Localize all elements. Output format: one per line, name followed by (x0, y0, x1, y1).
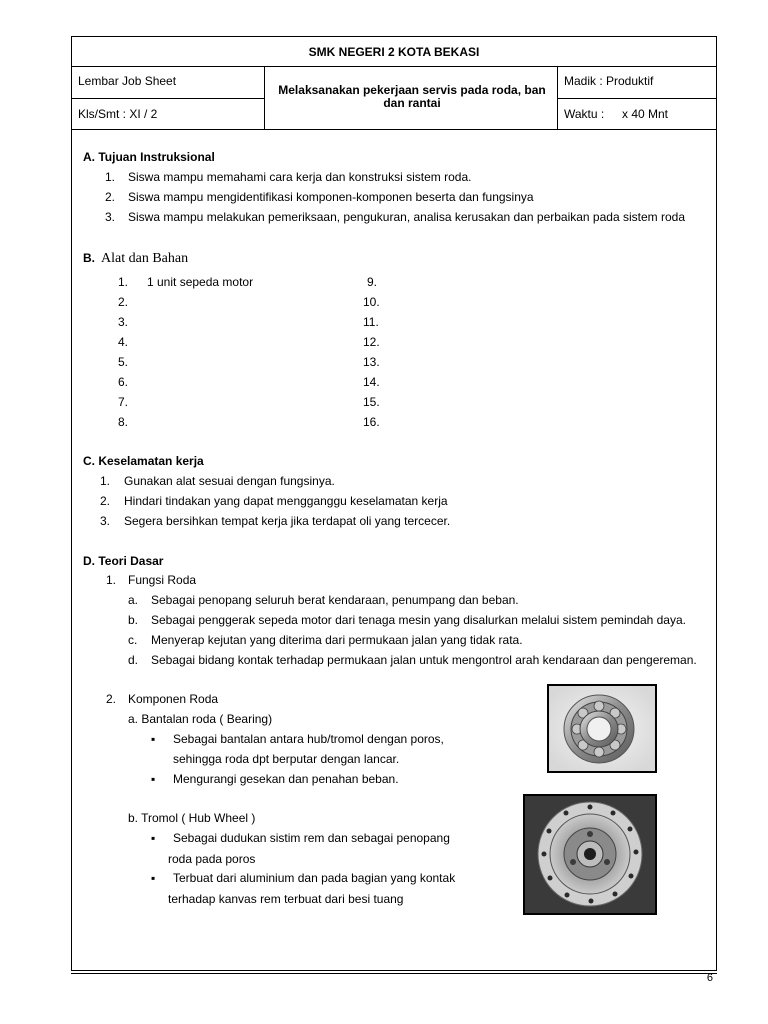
tool-item: 15. (363, 395, 380, 409)
header-hline-left (72, 98, 264, 99)
waktu-label: Waktu : (564, 107, 605, 121)
job-title: Melaksanakan pekerjaan servis pada roda, ban dan rantai (278, 83, 546, 110)
tool-item: 12. (363, 335, 380, 349)
tromol-line: Sebagai dudukan sistim rem dan sebagai penopang (173, 831, 450, 845)
tool-item: 13. (363, 355, 380, 369)
tool-item: 14. (363, 375, 380, 389)
tool-item: 9. (367, 275, 378, 289)
madik: Madik : Produktif (564, 74, 654, 88)
bearing-icon (549, 686, 655, 771)
hub-wheel-icon (525, 796, 655, 913)
bearing-line: Sebagai bantalan antara hub/tromol dengan poros, (173, 732, 444, 746)
list-item: b. Sebagai penggerak sepeda motor dari tenaga mesin yang disalurkan melalui sistem pemindah daya. (128, 613, 686, 627)
page-number: 6 (706, 972, 713, 984)
list-item: 1. Gunakan alat sesuai dengan fungsinya. (100, 474, 335, 488)
sheet-label: Lembar Job Sheet (78, 74, 177, 88)
header-hline-right (557, 98, 717, 99)
class-semester: Kls/Smt : XI / 2 (78, 107, 158, 121)
tromol-line: terhadap kanvas rem terbuat dari besi tuang (168, 892, 404, 906)
subsection-title: 1. Fungsi Roda (106, 573, 197, 587)
hub-wheel-image (523, 794, 657, 915)
list-item: a. Sebagai penopang seluruh berat kendaraan, penumpang dan beban. (128, 593, 519, 607)
tool-item: 5. (118, 355, 129, 369)
tromol-line: Terbuat dari aluminium dan pada bagian yang kontak (173, 871, 456, 885)
list-item: 3. Siswa mampu melakukan pemeriksaan, pengukuran, analisa kerusakan dan perbaikan pada sistem roda (105, 210, 685, 224)
school-name: SMK NEGERI 2 KOTA BEKASI (72, 37, 716, 67)
bearing-image (547, 684, 657, 773)
frame-double-line (71, 973, 717, 974)
section-c-heading: C. Keselamatan kerja (83, 454, 204, 468)
tool-item: 7. (118, 395, 129, 409)
tool-item: 16. (363, 415, 380, 429)
section-b-heading: B. Alat dan Bahan (83, 251, 189, 266)
tromol-line: roda pada poros (168, 852, 256, 866)
bearing-line: sehingga roda dpt berputar dengan lancar. (173, 752, 400, 766)
bearing-title: a. Bantalan roda ( Bearing) (128, 712, 273, 726)
header-bottom-line (72, 129, 716, 130)
section-a-heading: A. Tujuan Instruksional (83, 150, 215, 164)
tool-item: 3. (118, 315, 129, 329)
tool-item: 1. 1 unit sepeda motor (118, 275, 254, 289)
subsection-title: 2. Komponen Roda (106, 692, 219, 706)
bullet-icon: ▪ (151, 732, 156, 746)
list-item: 1. Siswa mampu memahami cara kerja dan konstruksi sistem roda. (105, 170, 472, 184)
list-item: c. Menyerap kejutan yang diterima dari permukaan jalan yang tidak rata. (128, 633, 523, 647)
tool-item: 6. (118, 375, 129, 389)
list-item: d. Sebagai bidang kontak terhadap permukaan jalan untuk mengontrol arah kendaraan dan pengereman. (128, 653, 697, 667)
list-item: 2. Hindari tindakan yang dapat mengganggu keselamatan kerja (100, 494, 448, 508)
tool-item: 4. (118, 335, 129, 349)
bearing-line: Mengurangi gesekan dan penahan beban. (173, 772, 399, 786)
bullet-icon: ▪ (151, 871, 156, 885)
header-divider-1 (264, 67, 265, 129)
list-item: 3. Segera bersihkan tempat kerja jika terdapat oli yang tercecer. (100, 514, 451, 528)
bullet-icon: ▪ (151, 772, 156, 786)
list-item: 2. Siswa mampu mengidentifikasi komponen-komponen beserta dan fungsinya (105, 190, 534, 204)
tool-item: 2. (118, 295, 129, 309)
tool-item: 11. (363, 315, 379, 329)
bullet-icon: ▪ (151, 831, 156, 845)
tromol-title: b. Tromol ( Hub Wheel ) (128, 811, 256, 825)
tool-item: 8. (118, 415, 129, 429)
tool-item: 10. (363, 295, 380, 309)
waktu-value: x 40 Mnt (622, 107, 669, 121)
section-d-heading: D. Teori Dasar (83, 554, 164, 568)
